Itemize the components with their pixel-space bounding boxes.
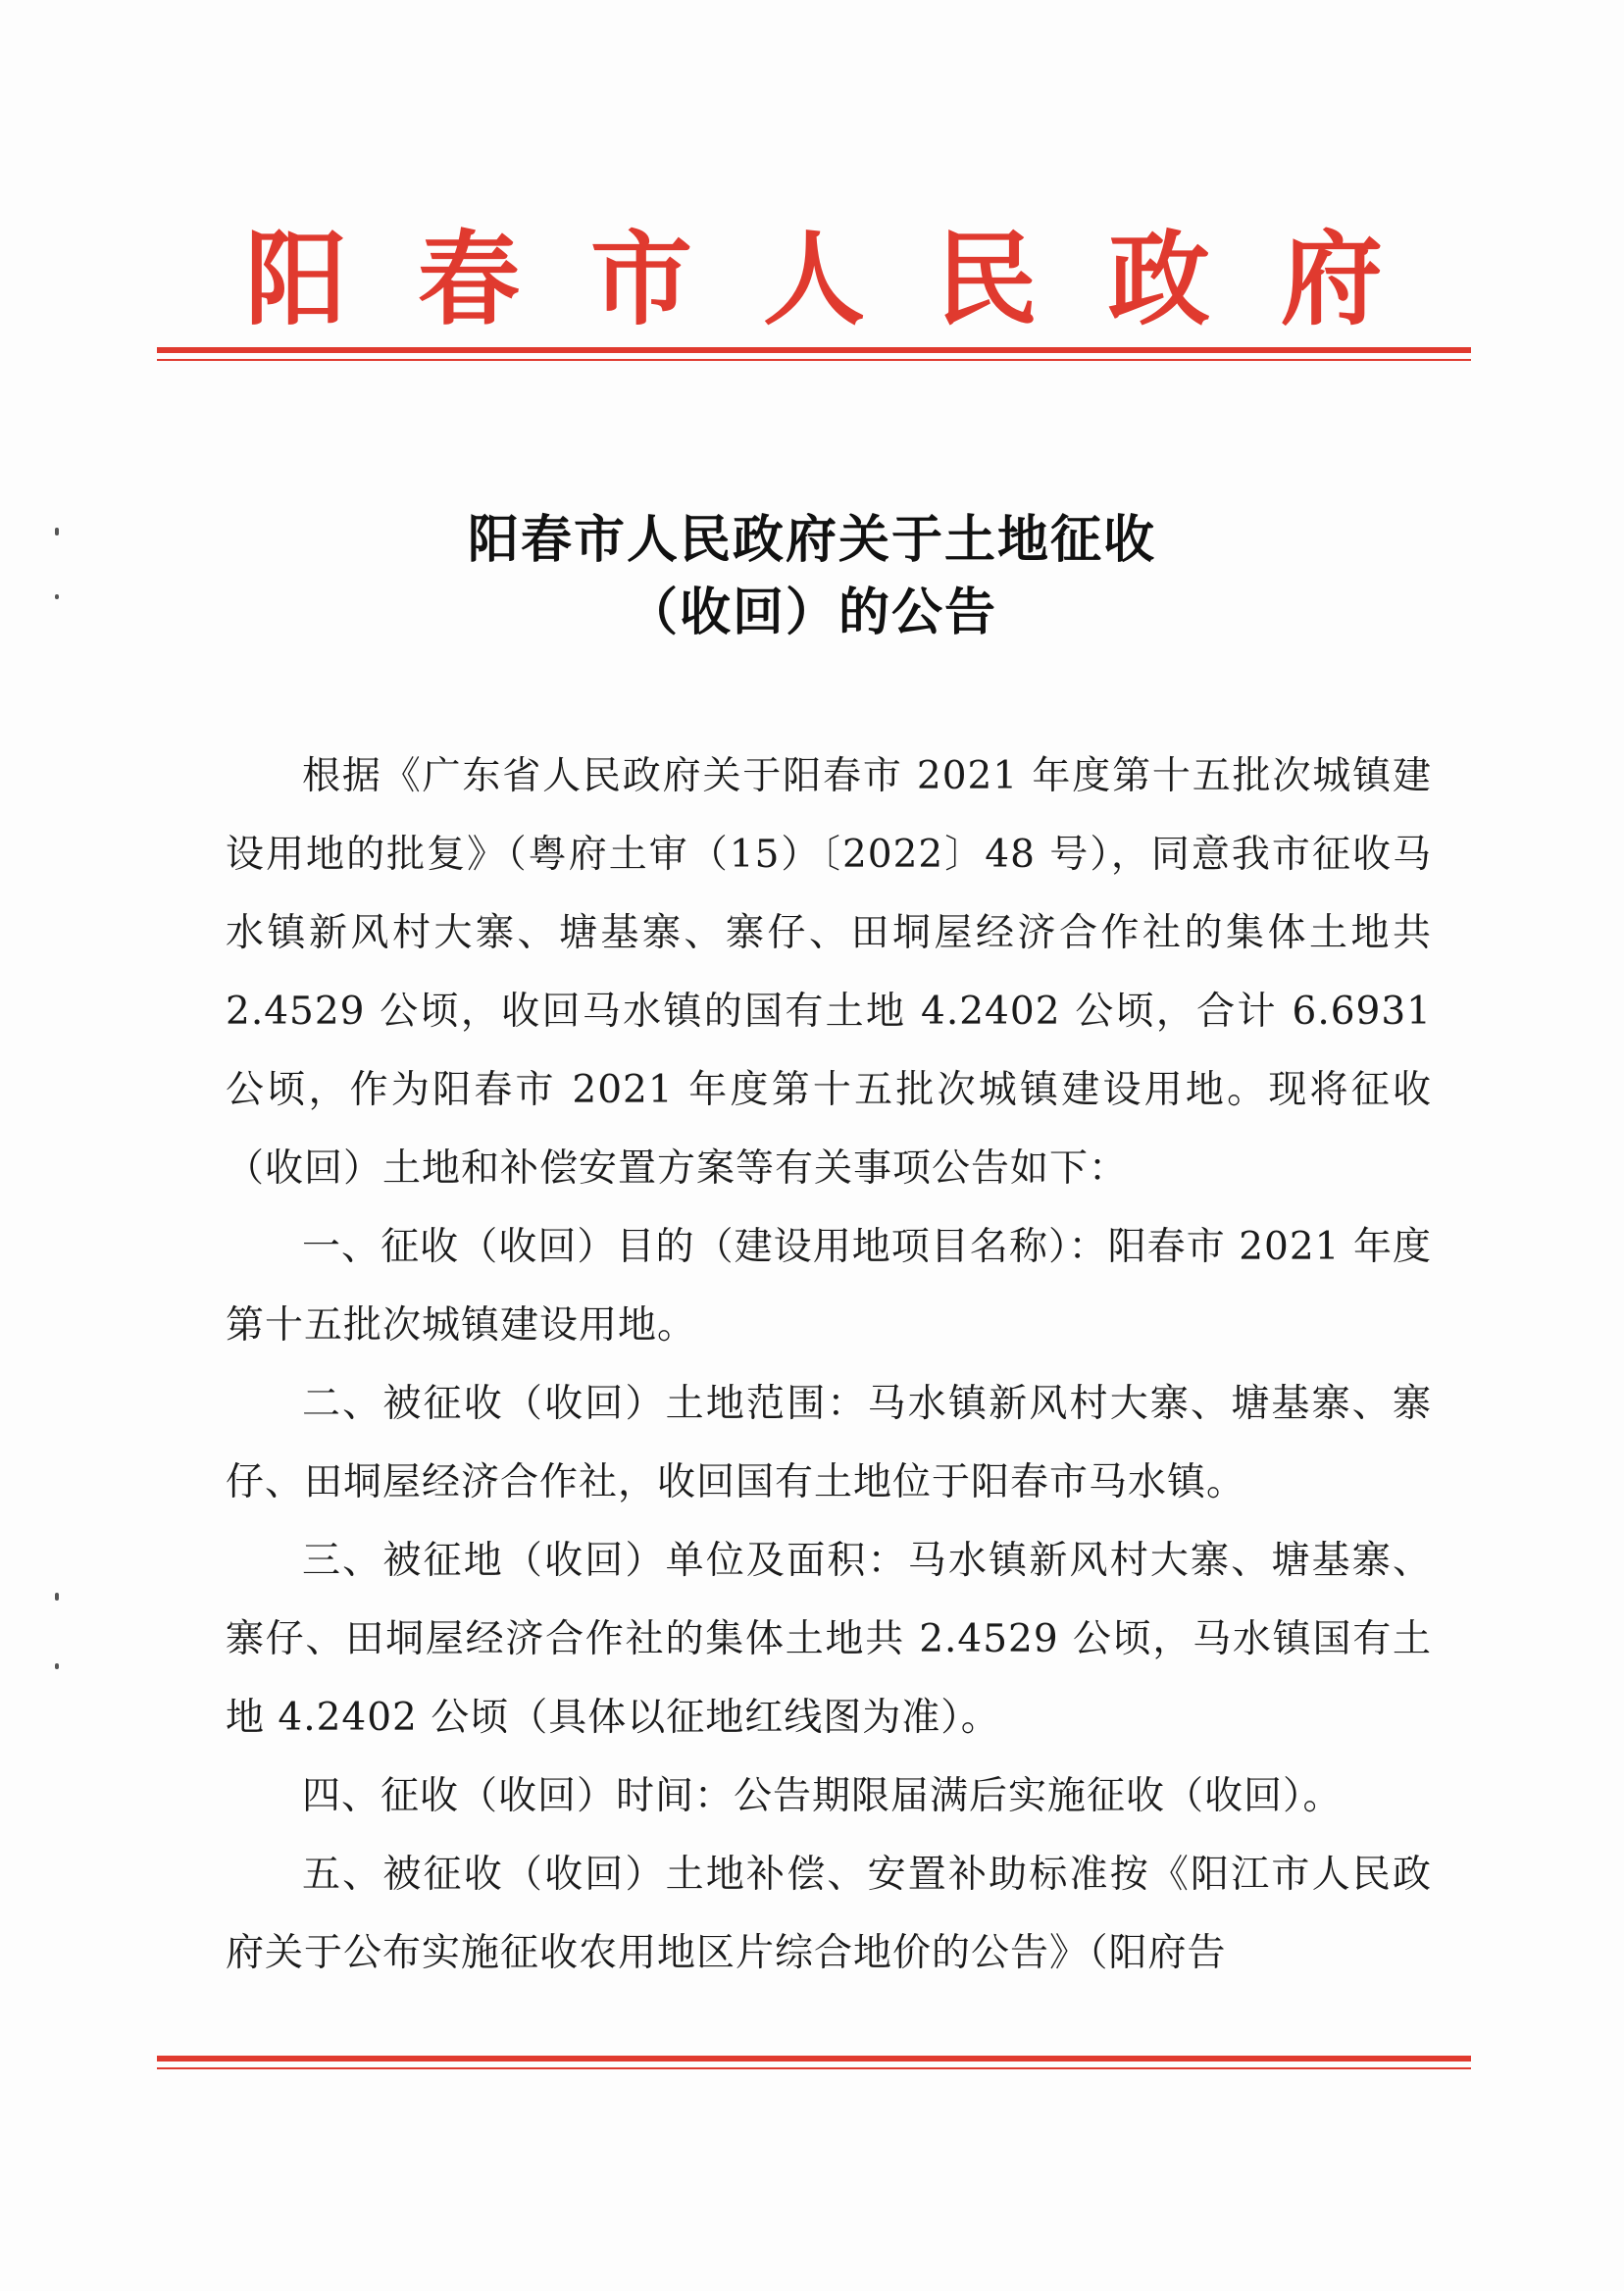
document-body (226, 738, 1432, 1993)
issuing-authority-header (157, 206, 1471, 353)
footer-divider-thick (157, 2056, 1471, 2062)
header-char: 府 (1280, 219, 1383, 339)
paragraph-intro: 根据《广东省人民政府关于阳春市 2021 年度第十五批次城镇建设用地的批复》（粤府土审（15）〔2022〕48 号），同意我市征收马水镇新风村大寨、塘基寨、寨仔、田垌屋经济合作社的集体土地共 2.4529 公顷，收回马水镇的国有土地 4.2402 公顷，合计 6.6931 公顷，作为阳春市 2021 年度第十五批次城镇建设用地。现将征收（收回）土地和补偿安置方案等有关事项公告如下： (226, 754, 1432, 1191)
binding-mark (55, 528, 59, 535)
binding-mark (55, 594, 59, 599)
header-char: 政 (1107, 219, 1210, 339)
binding-mark (55, 1663, 59, 1669)
paragraph-item-1: 一、征收（收回）目的（建设用地项目名称）：阳春市 2021 年度第十五批次城镇建设用地。 (226, 1225, 1432, 1348)
document-title-line2: （收回）的公告 (626, 584, 997, 642)
header-char: 市 (589, 219, 692, 339)
header-divider-thick (157, 347, 1471, 353)
paragraph-item-2: 二、被征收（收回）土地范围：马水镇新风村大寨、塘基寨、寨仔、田垌屋经济合作社，收回国有土地位于阳春市马水镇。 (226, 1382, 1432, 1504)
paragraph-item-3: 三、被征地（收回）单位及面积：马水镇新风村大寨、塘基寨、寨仔、田垌屋经济合作社的集体土地共 2.4529 公顷，马水镇国有土地 4.2402 公顷（具体以征地红线图为准）。 (226, 1539, 1432, 1740)
paragraph-item-5: 五、被征收（收回）土地补偿、安置补助标准按《阳江市人民政府关于公布实施征收农用地区片综合地价的公告》（阳府告 (226, 1853, 1432, 1975)
header-char: 阳 (245, 219, 348, 339)
header-divider-thin (157, 359, 1471, 361)
header-char: 民 (935, 219, 1038, 339)
document-title-line1: 阳春市人民政府关于土地征收 (467, 511, 1156, 570)
header-char: 春 (417, 219, 520, 339)
footer-divider-thin (157, 2067, 1471, 2069)
paragraph-item-4: 四、征收（收回）时间：公告期限届满后实施征收（收回）。 (302, 1774, 1343, 1818)
header-char: 人 (762, 219, 865, 339)
binding-mark (55, 1593, 59, 1601)
